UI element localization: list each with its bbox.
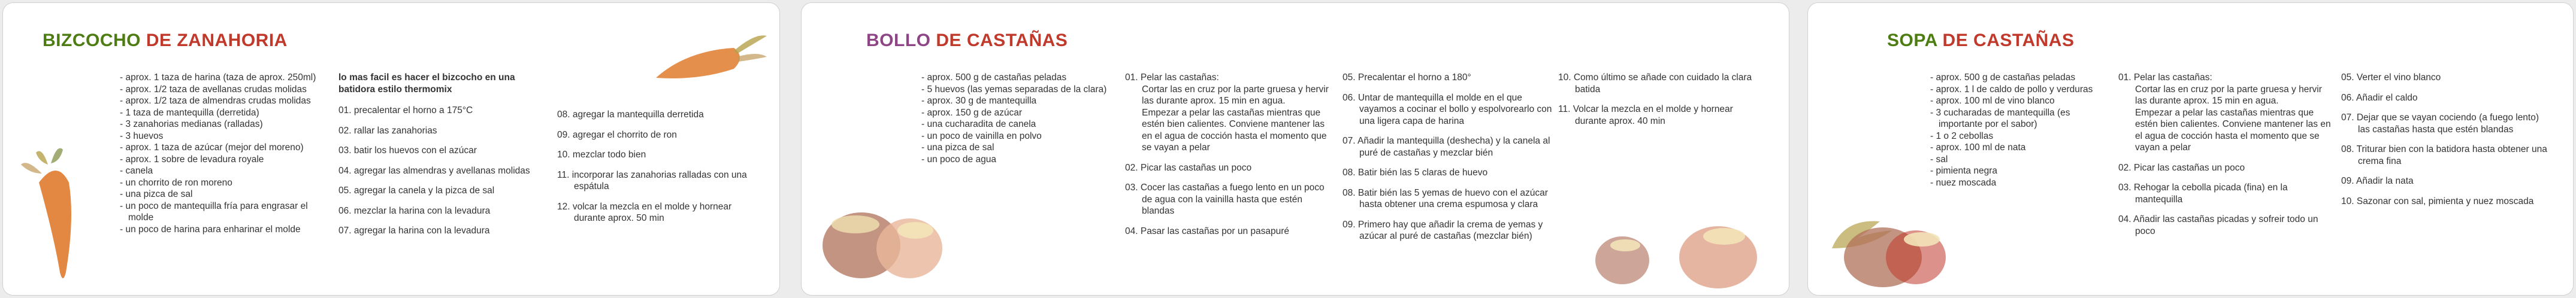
recipe-card-sopa [1807, 2, 2574, 296]
step-item: 08. Triturar bien con la batidora hasta obtener una crema fina [2341, 144, 2547, 166]
step-item: 02. Picar las castañas un poco [2118, 162, 2245, 173]
step-item: 03. Rehogar la cebolla picada (fina) en la mantequilla [2118, 183, 2288, 205]
title-word-2: DE ZANAHORIA [146, 31, 288, 50]
ingredient-item: - aprox. 500 g de castañas peladas [921, 72, 1067, 83]
ingredient-item: - un poco de mantequilla fría para engrasar el molde [120, 200, 308, 223]
chestnut-soup-illustration [1826, 206, 1958, 290]
step-item: 09. Añadir la nata [2341, 176, 2414, 186]
steps-list [338, 105, 554, 237]
ingredient-item: - aprox. 1 l de caldo de pollo y verduras [1930, 84, 2093, 95]
ingredients-list [120, 72, 329, 235]
title-word-2: DE CASTAÑAS [1942, 31, 2075, 50]
ingredient-item: - una pizca de sal [921, 142, 994, 153]
step-item: 10. mezclar todo bien [557, 150, 646, 160]
steps-column-2 [2341, 72, 2551, 215]
step-item: 11. Volcar la mezcla en el molde y hornear durante aprox. 40 min [1558, 104, 1733, 126]
step-item: 07. Añadir la mantequilla (deshecha) y la canela al puré de castañas y mezclar bién [1343, 136, 1550, 158]
step-item: 01. Pelar las castañas: Cortar las en cruz por la parte gruesa y hervir las durante aprox. 15 min en agua. Empezar a pelar las castañas mientras que estén bien calientes. Conviene mantener las en el agua de cocción hasta el momento que se vayan a pelar [2118, 72, 2331, 153]
title-word-1: BIZCOCHO [43, 31, 141, 50]
steps-column-1 [338, 72, 554, 245]
step-item: 12. volcar la mezcla en el molde y hornear durante aprox. 50 min [557, 201, 732, 223]
ingredient-item: - un poco de agua [921, 154, 996, 165]
step-item: 09. agregar el chorrito de ron [557, 129, 677, 140]
chestnut-illustration [820, 200, 957, 290]
steps-column-1 [2118, 72, 2334, 245]
ingredient-item: - aprox. 1 sobre de levadura royale [120, 154, 264, 165]
ingredient-item: - una pizca de sal [120, 189, 193, 199]
steps-column-2 [557, 109, 761, 233]
step-item: 01. precalentar el horno a 175°C [338, 105, 473, 115]
recipe-title [1887, 31, 2074, 51]
recipe-card-bollo [801, 2, 1789, 296]
ingredient-item: - aprox. 500 g de castañas peladas [1930, 72, 2076, 83]
steps-column-3 [1558, 72, 1756, 135]
step-item: 04. Añadir las castañas picadas y sofreir todo un poco [2118, 214, 2318, 236]
ingredient-item: - un poco de vainilla en polvo [921, 130, 1042, 141]
recipe-title [43, 31, 288, 51]
ingredient-item: - 5 huevos (las yemas separadas de la clara) [921, 84, 1107, 95]
ingredients-list [921, 72, 1119, 165]
step-item: 05. agregar la canela y la pizca de sal [338, 186, 495, 196]
step-item: 11. incorporar las zanahorias ralladas con una espátula [557, 169, 747, 191]
steps-column-1 [1125, 72, 1335, 245]
step-item: 02. Picar las castañas un poco [1125, 162, 1252, 173]
step-item: 08. Batir bién las 5 yemas de huevo con el azúcar hasta obtener una crema espumosa y clara [1343, 187, 1548, 209]
step-item: 07. Dejar que se vayan cociendo (a fuego lento) las castañas hasta que estén blandas [2341, 112, 2539, 135]
step-item: 08. Batir bién las 5 claras de huevo [1343, 168, 1488, 178]
ingredient-item: - aprox. 1/2 taza de almendras crudas molidas [120, 96, 311, 106]
ingredient-item: - aprox. 100 ml de vino blanco [1930, 96, 2055, 106]
step-item: 06. Añadir el caldo [2341, 92, 2418, 103]
step-item: 03. batir los huevos con el azúcar [338, 145, 477, 156]
ingredient-item: - nuez moscada [1930, 177, 1997, 188]
ingredient-item: - 3 cucharadas de mantequilla (es importante por el sabor) [1930, 107, 2070, 129]
carrot-illustration-2 [650, 27, 770, 87]
ingredient-item: - aprox. 100 ml de nata [1930, 142, 2026, 153]
step-item: 04. agregar las almendras y avellanas molidas [338, 165, 530, 176]
ingredient-item: - una cucharadita de canela [921, 119, 1036, 129]
recipe-card-bizcocho [2, 2, 780, 296]
ingredient-item: - canela [120, 166, 153, 176]
ingredient-item: - sal [1930, 154, 1948, 165]
carrot-illustration [15, 147, 105, 290]
ingredient-item: - 3 huevos [120, 130, 164, 141]
step-item: 06. mezclar la harina con la levadura [338, 205, 491, 216]
ingredient-item: - un chorrito de ron moreno [120, 177, 232, 188]
step-item: 06. Untar de mantequilla el molde en el que vayamos a cocinar el bollo y espolvorearlo con una ligera capa de harina [1343, 92, 1552, 126]
ingredient-item: - 1 o 2 cebollas [1930, 130, 1994, 141]
recipe-title [866, 31, 1068, 51]
step-item: 05. Precalentar el horno a 180° [1343, 72, 1471, 83]
ingredient-item: - aprox. 150 g de azúcar [921, 107, 1023, 118]
step-item: 10. Como último se añade con cuidado la clara batida [1558, 72, 1752, 95]
step-item: 02. rallar las zanahorias [338, 125, 437, 136]
ingredient-item: - un poco de harina para enharinar el molde [120, 224, 301, 235]
step-item: 08. agregar la mantequilla derretida [557, 110, 704, 120]
ingredient-item: - aprox. 1/2 taza de avellanas crudas molidas [120, 84, 307, 95]
step-item: 01. Pelar las castañas: Cortar las en cruz por la parte gruesa y hervir las durante aprox. 15 min en agua. Empezar a pelar las castañas mientras que estén bien calientes. Conviene mantener las en el agua de cocción hasta el momento que se vayan a pelar [1125, 72, 1329, 153]
step-item: 03. Cocer las castañas a fuego lento en un poco de agua con la vainilla hasta que estén blandas [1125, 183, 1325, 216]
ingredient-item: - aprox. 1 taza de harina (taza de aprox. 250ml) [120, 72, 316, 83]
steps-column-2 [1343, 72, 1552, 251]
title-word-1: SOPA [1887, 31, 1937, 50]
title-word-2: DE CASTAÑAS [936, 31, 1068, 50]
ingredient-item: - aprox. 30 g de mantequilla [921, 96, 1037, 106]
ingredient-item: - 3 zanahorias medianas (ralladas) [120, 119, 263, 129]
step-item: 04. Pasar las castañas por un pasapuré [1125, 226, 1290, 236]
step-item: 07. agregar la harina con la levadura [338, 226, 490, 236]
chestnut-illustration-2 [1592, 218, 1772, 290]
ingredient-item: - 1 taza de mantequilla (derretida) [120, 107, 259, 118]
ingredients-list [1930, 72, 2110, 188]
step-item: 09. Primero hay que añadir la crema de yemas y azúcar al puré de castañas (mezclar bién) [1343, 219, 1543, 241]
step-item: 10. Sazonar con sal, pimienta y nuez moscada [2341, 196, 2534, 206]
step-item: 05. Verter el vino blanco [2341, 72, 2441, 83]
ingredient-item: - pimienta negra [1930, 166, 1998, 176]
recipe-tip: lo mas facil es hacer el bizcocho en una batidora estilo thermomix [338, 72, 515, 95]
ingredient-item: - aprox. 1 taza de azúcar (mejor del moreno) [120, 142, 304, 153]
title-word-1: BOLLO [866, 31, 931, 50]
